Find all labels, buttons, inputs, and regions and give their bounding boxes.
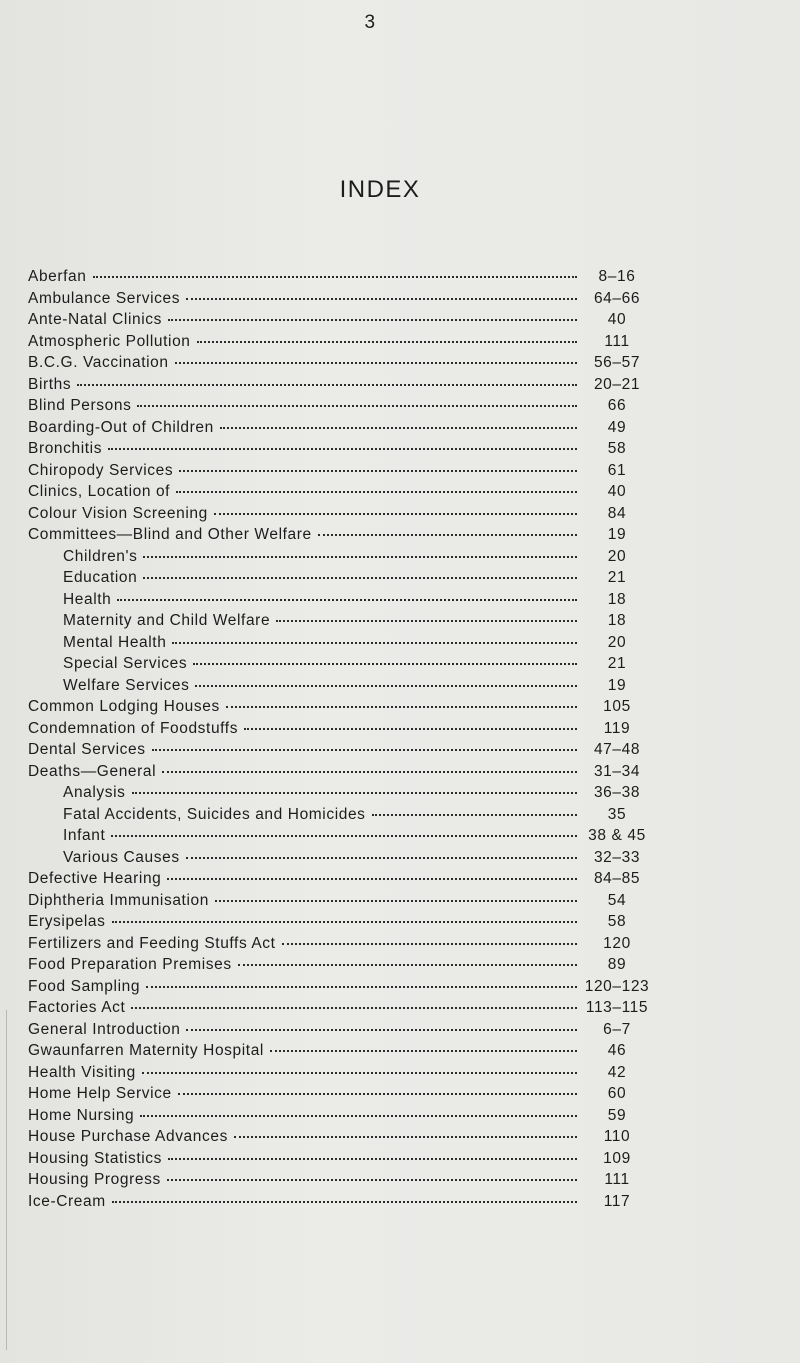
dot-leader [108, 448, 577, 450]
dot-leader [282, 943, 577, 945]
entry-page-number: 84 [607, 504, 627, 522]
entry-label: Clinics, Location of [28, 483, 171, 500]
dot-leader [143, 556, 577, 558]
dot-leader [77, 384, 577, 386]
index-entry [28, 935, 653, 957]
index-subentry [28, 569, 653, 591]
entry-page-number: 18 [607, 590, 627, 608]
dot-leader [152, 749, 577, 751]
dot-leader [140, 1115, 577, 1117]
entry-page-number: 8–16 [598, 268, 636, 285]
entry-page-number: 119 [603, 719, 631, 737]
index-subentry [28, 612, 653, 634]
entry-page-number: 56–57 [593, 354, 641, 371]
dot-leader [112, 1201, 577, 1203]
entry-label: Condemnation of Foodstuffs [28, 719, 239, 737]
dot-leader [197, 341, 577, 343]
entry-page-number: 20 [607, 633, 627, 651]
dot-leader [168, 319, 577, 321]
entry-page-number: 19 [607, 676, 627, 694]
index-subentry [28, 591, 653, 613]
entry-page-number: 58 [607, 913, 627, 930]
entry-page-number: 110 [603, 1128, 631, 1145]
entry-page-number: 66 [607, 397, 627, 414]
entry-label: Special Services [63, 655, 188, 672]
entry-label: Food Sampling [28, 977, 141, 995]
entry-page-number: 18 [607, 612, 627, 629]
entry-label: Blind Persons [28, 397, 132, 414]
dot-leader [244, 728, 577, 730]
index-entry [28, 505, 653, 527]
index-entry [28, 870, 653, 892]
dot-leader [193, 663, 577, 665]
entry-page-number: 46 [607, 1042, 627, 1059]
entry-page-number: 19 [607, 526, 627, 543]
index-subentry [28, 849, 653, 871]
entry-page-number: 36–38 [593, 784, 641, 801]
dot-leader [167, 1179, 577, 1181]
index-entry [28, 978, 653, 1000]
entry-label: Infant [63, 827, 106, 844]
entry-page-number: 60 [607, 1085, 627, 1102]
index-entry [28, 376, 653, 398]
page-title: INDEX [339, 176, 421, 203]
index-entry [28, 268, 653, 290]
index-entry [28, 1150, 653, 1172]
index-subentry [28, 806, 653, 828]
entry-label: Diphtheria Immunisation [28, 891, 209, 909]
entry-label: Factories Act [28, 999, 126, 1016]
index-entry [28, 1128, 653, 1150]
entry-label: Atmospheric Pollution [28, 332, 191, 350]
entry-page-number: 21 [607, 655, 627, 672]
entry-label: Housing Statistics [28, 1149, 162, 1167]
entry-page-number: 6–7 [603, 1020, 631, 1038]
dot-leader [112, 921, 578, 923]
entry-page-number: 40 [607, 311, 627, 328]
index-entry [28, 720, 653, 742]
entry-page-number: 111 [604, 1171, 630, 1188]
entry-page-number: 111 [604, 332, 630, 350]
dot-leader [276, 620, 577, 622]
index-entry [28, 1193, 653, 1215]
entry-page-number: 20–21 [593, 375, 641, 393]
index-entry [28, 462, 653, 484]
entry-label: Bronchitis [28, 440, 103, 457]
entry-label: Education [63, 569, 138, 586]
dot-leader [270, 1050, 577, 1052]
entry-label: Deaths—General [28, 762, 157, 780]
index-entry [28, 913, 653, 935]
entry-page-number: 61 [607, 461, 627, 479]
entry-page-number: 54 [607, 891, 627, 909]
entry-label: Ambulance Services [28, 289, 181, 307]
entry-label: Health Visiting [28, 1063, 136, 1081]
entry-label: Committees—Blind and Other Welfare [28, 526, 312, 543]
entry-label: Housing Progress [28, 1171, 161, 1188]
entry-page-number: 84–85 [593, 870, 641, 887]
dot-leader [162, 771, 577, 773]
dot-leader [220, 427, 577, 429]
dot-leader [117, 599, 577, 601]
index-entry [28, 290, 653, 312]
index-entry [28, 763, 653, 785]
dot-leader [137, 405, 577, 407]
entry-label: Chiropody Services [28, 461, 174, 479]
entry-label: Erysipelas [28, 913, 106, 930]
index-entry [28, 1042, 653, 1064]
entry-label: Fertilizers and Feeding Stuffs Act [28, 934, 276, 952]
entry-page-number: 105 [603, 698, 631, 715]
dot-leader [111, 835, 577, 837]
dot-leader [186, 857, 577, 859]
index-entry [28, 354, 653, 376]
dot-leader [179, 470, 577, 472]
dot-leader [172, 642, 577, 644]
index-entry [28, 1021, 653, 1043]
index-entry [28, 440, 653, 462]
dot-leader [186, 298, 577, 300]
dot-leader [226, 706, 577, 708]
index-subentry [28, 634, 653, 656]
entry-label: Ice-Cream [28, 1192, 106, 1210]
entry-label: Aberfan [28, 268, 87, 285]
entry-label: Defective Hearing [28, 870, 162, 887]
index-entry [28, 483, 653, 505]
dot-leader [195, 685, 577, 687]
entry-label: Children's [63, 547, 138, 565]
entry-page-number: 42 [607, 1063, 627, 1081]
entry-label: Boarding-Out of Children [28, 418, 214, 436]
dot-leader [215, 900, 577, 902]
dot-leader [176, 491, 577, 493]
dot-leader [168, 1158, 577, 1160]
entry-label: Food Preparation Premises [28, 956, 232, 973]
entry-page-number: 58 [607, 440, 627, 457]
dot-leader [318, 534, 577, 536]
entry-label: Colour Vision Screening [28, 504, 208, 522]
entry-label: Home Nursing [28, 1106, 135, 1124]
scan-edge-line [6, 1010, 7, 1350]
entry-page-number: 120 [603, 934, 631, 952]
index-subentry [28, 655, 653, 677]
dot-leader [93, 276, 578, 278]
index-entry [28, 1107, 653, 1129]
index-subentry [28, 827, 653, 849]
index-entry [28, 892, 653, 914]
entry-page-number: 117 [603, 1192, 631, 1210]
dot-leader [178, 1093, 577, 1095]
index-entry [28, 956, 653, 978]
entry-page-number: 21 [607, 569, 627, 586]
entry-label: Gwaunfarren Maternity Hospital [28, 1042, 264, 1059]
entry-label: B.C.G. Vaccination [28, 354, 169, 371]
dot-leader [143, 577, 577, 579]
dot-leader [146, 986, 577, 988]
dot-leader [132, 792, 577, 794]
entry-label: Mental Health [63, 633, 167, 651]
entry-page-number: 113–115 [585, 999, 649, 1016]
index-entry [28, 1171, 653, 1193]
entry-page-number: 49 [607, 418, 627, 436]
entry-label: Fatal Accidents, Suicides and Homicides [63, 805, 366, 823]
entry-page-number: 59 [607, 1106, 627, 1124]
entry-page-number: 47–48 [593, 741, 641, 758]
entry-page-number: 64–66 [593, 289, 641, 307]
entry-label: Common Lodging Houses [28, 698, 220, 715]
entry-label: Welfare Services [63, 676, 190, 694]
dot-leader [167, 878, 577, 880]
dot-leader [131, 1007, 577, 1009]
dot-leader [175, 362, 577, 364]
entry-page-number: 109 [603, 1149, 631, 1167]
entry-page-number: 40 [607, 483, 627, 500]
entry-label: Ante-Natal Clinics [28, 311, 162, 328]
entry-label: Maternity and Child Welfare [63, 612, 271, 629]
index-list [28, 268, 653, 1214]
dot-leader [372, 814, 577, 816]
index-entry [28, 999, 653, 1021]
entry-label: Home Help Service [28, 1085, 172, 1102]
entry-label: Health [63, 590, 112, 608]
entry-page-number: 20 [607, 547, 627, 565]
entry-label: General Introduction [28, 1020, 181, 1038]
dot-leader [214, 513, 577, 515]
index-subentry [28, 677, 653, 699]
entry-page-number: 32–33 [593, 848, 641, 866]
entry-page-number: 38 & 45 [588, 827, 646, 844]
entry-page-number: 120–123 [584, 977, 650, 995]
index-entry [28, 741, 653, 763]
entry-label: Various Causes [63, 848, 180, 866]
index-entry [28, 1064, 653, 1086]
index-entry [28, 333, 653, 355]
dot-leader [238, 964, 577, 966]
entry-page-number: 89 [607, 956, 627, 973]
entry-page-number: 31–34 [593, 762, 641, 780]
entry-label: Analysis [63, 784, 126, 801]
entry-label: House Purchase Advances [28, 1128, 228, 1145]
index-subentry [28, 784, 653, 806]
index-entry [28, 311, 653, 333]
entry-page-number: 35 [607, 805, 627, 823]
index-entry [28, 526, 653, 548]
entry-label: Dental Services [28, 741, 146, 758]
page-number: 3 [364, 12, 376, 33]
dot-leader [142, 1072, 577, 1074]
index-entry [28, 1085, 653, 1107]
dot-leader [186, 1029, 577, 1031]
index-entry [28, 698, 653, 720]
index-subentry [28, 548, 653, 570]
index-entry [28, 419, 653, 441]
dot-leader [234, 1136, 577, 1138]
index-entry [28, 397, 653, 419]
entry-label: Births [28, 375, 72, 393]
